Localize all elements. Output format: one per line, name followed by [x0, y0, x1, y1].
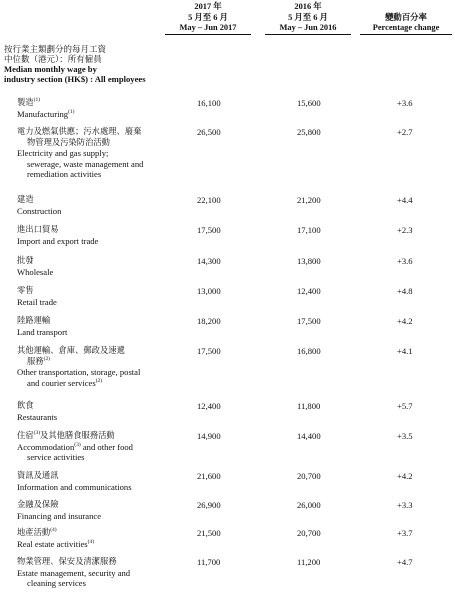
value-change: +3.6	[397, 256, 413, 266]
value-change: +2.3	[397, 225, 413, 235]
row-label-en: Accommodation$^{(3)}$ and other food	[17, 441, 133, 452]
value-change: +4.7	[397, 557, 413, 567]
value-2016: 15,600	[297, 98, 321, 108]
value-2017: 17,500	[197, 346, 221, 356]
row-label-zh: 建造	[17, 195, 34, 204]
row-label-en: Electricity and gas supply;	[17, 148, 109, 158]
value-2016: 11,200	[297, 557, 321, 567]
value-change: +3.7	[397, 528, 413, 538]
row-label-en: Other transportation, storage, postal	[17, 367, 141, 377]
value-change: +3.6	[397, 98, 413, 108]
column-header-2017	[165, 2, 251, 35]
row-label-en: Information and communications	[17, 481, 132, 492]
row-label-en: Land transport	[17, 326, 68, 337]
row-label-zh: 陸路運輸	[17, 316, 51, 325]
value-2017: 21,600	[197, 471, 221, 481]
row-label-en: Financing and insurance	[17, 510, 102, 521]
value-2016: 17,500	[297, 316, 321, 326]
value-2016: 25,800	[297, 127, 321, 137]
row-label-zh: 批發	[17, 256, 34, 265]
value-change: +4.1	[397, 346, 413, 356]
value-2017: 21,500	[197, 528, 221, 538]
row-label-en-cont: sewerage, waste management and	[27, 158, 144, 169]
row-label-zh: 地產活動$^{(4)}$	[17, 527, 57, 537]
value-2017: 17,500	[197, 225, 221, 235]
value-2017: 14,300	[197, 256, 221, 266]
value-2017: 22,100	[197, 195, 221, 205]
value-change: +4.2	[397, 316, 413, 326]
row-label-zh: 零售	[17, 286, 34, 295]
column-header-2016	[265, 2, 351, 35]
header-months-zh: 5 月至 6 月	[288, 12, 328, 22]
header-change-zh: 變動百分率	[385, 12, 427, 22]
row-label-en-cont: cleaning services	[27, 578, 86, 588]
row-label-en-cont: service activities	[27, 452, 85, 462]
value-2017: 12,400	[197, 401, 221, 411]
row-label-en: Manufacturing$^{(1)}$	[17, 108, 75, 119]
value-2016: 26,000	[297, 500, 321, 510]
value-2017: 11,700	[197, 557, 221, 567]
section-title-en-1: Median monthly wage by	[4, 64, 97, 74]
value-2016: 12,400	[297, 286, 321, 296]
value-2016: 20,700	[297, 471, 321, 481]
header-year: 2016 年	[294, 2, 322, 11]
value-change: +3.3	[397, 500, 413, 510]
value-2017: 26,500	[197, 127, 221, 137]
value-change: +3.5	[397, 431, 413, 441]
value-2016: 21,200	[297, 195, 321, 205]
row-label-zh: 進出口貿易	[17, 225, 59, 234]
value-change: +4.8	[397, 286, 413, 296]
row-label-zh: 飲食	[17, 401, 34, 410]
row-label-zh: 物業管理、保安及清潔服務	[17, 557, 117, 566]
row-label-zh: 電力及燃氣供應；污水處理、廢棄	[17, 127, 142, 136]
row-label-zh: 製造$^{(1)}$	[17, 97, 41, 107]
header-months-en: May – Jun 2016	[265, 23, 351, 35]
value-change: +2.7	[397, 127, 413, 137]
row-label-en-cont: and courier services$^{(2)}$	[27, 377, 103, 388]
row-label-zh-cont: 服務$^{(2)}$	[27, 355, 51, 366]
row-label-zh: 金融及保險	[17, 500, 59, 509]
value-change: +4.2	[397, 471, 413, 481]
value-change: +5.7	[397, 401, 413, 411]
value-2016: 13,800	[297, 256, 321, 266]
row-label-zh: 資訊及通訊	[17, 471, 59, 480]
value-2017: 14,900	[197, 431, 221, 441]
row-label-en: Wholesale	[17, 266, 54, 277]
row-label-en: Retail trade	[17, 296, 57, 307]
value-2017: 16,100	[197, 98, 221, 108]
value-2016: 11,800	[297, 401, 321, 411]
section-title-zh-1: 按行業主類劃分的每月工資	[4, 44, 107, 54]
value-2017: 26,900	[197, 500, 221, 510]
value-2016: 17,100	[297, 225, 321, 235]
row-label-en: Real estate activities$^{(4)}$	[17, 538, 95, 549]
section-title-en-2: industry section (HK$) : All employees	[4, 74, 146, 84]
row-label-zh: 住宿$^{(3)}$及其他膳食服務活動	[17, 430, 115, 440]
row-label-en-cont: remediation activities	[27, 169, 102, 179]
value-2016: 16,800	[297, 346, 321, 356]
value-change: +4.4	[397, 195, 413, 205]
value-2016: 14,400	[297, 431, 321, 441]
header-year: 2017 年	[194, 2, 222, 11]
value-2017: 18,200	[197, 316, 221, 326]
row-label-en: Construction	[17, 205, 62, 216]
value-2016: 20,700	[297, 528, 321, 538]
row-label-en: Import and export trade	[17, 235, 99, 246]
row-label-en: Restaurants	[17, 411, 58, 422]
section-title-zh-2: 中位數（港元）：所有僱員	[4, 54, 102, 64]
header-months-en: May – Jun 2017	[165, 23, 251, 35]
header-months-zh: 5 月至 6 月	[188, 12, 228, 22]
row-label-en: Estate management, security and	[17, 567, 131, 578]
column-header-change	[360, 13, 452, 36]
section-title	[4, 44, 204, 84]
row-label-zh-cont: 物管理及污染防治活動	[27, 137, 110, 147]
header-change-en: Percentage change	[360, 23, 452, 35]
value-2017: 13,000	[197, 286, 221, 296]
row-label-zh: 其他運輸、倉庫、郵政及速遞	[17, 346, 125, 355]
